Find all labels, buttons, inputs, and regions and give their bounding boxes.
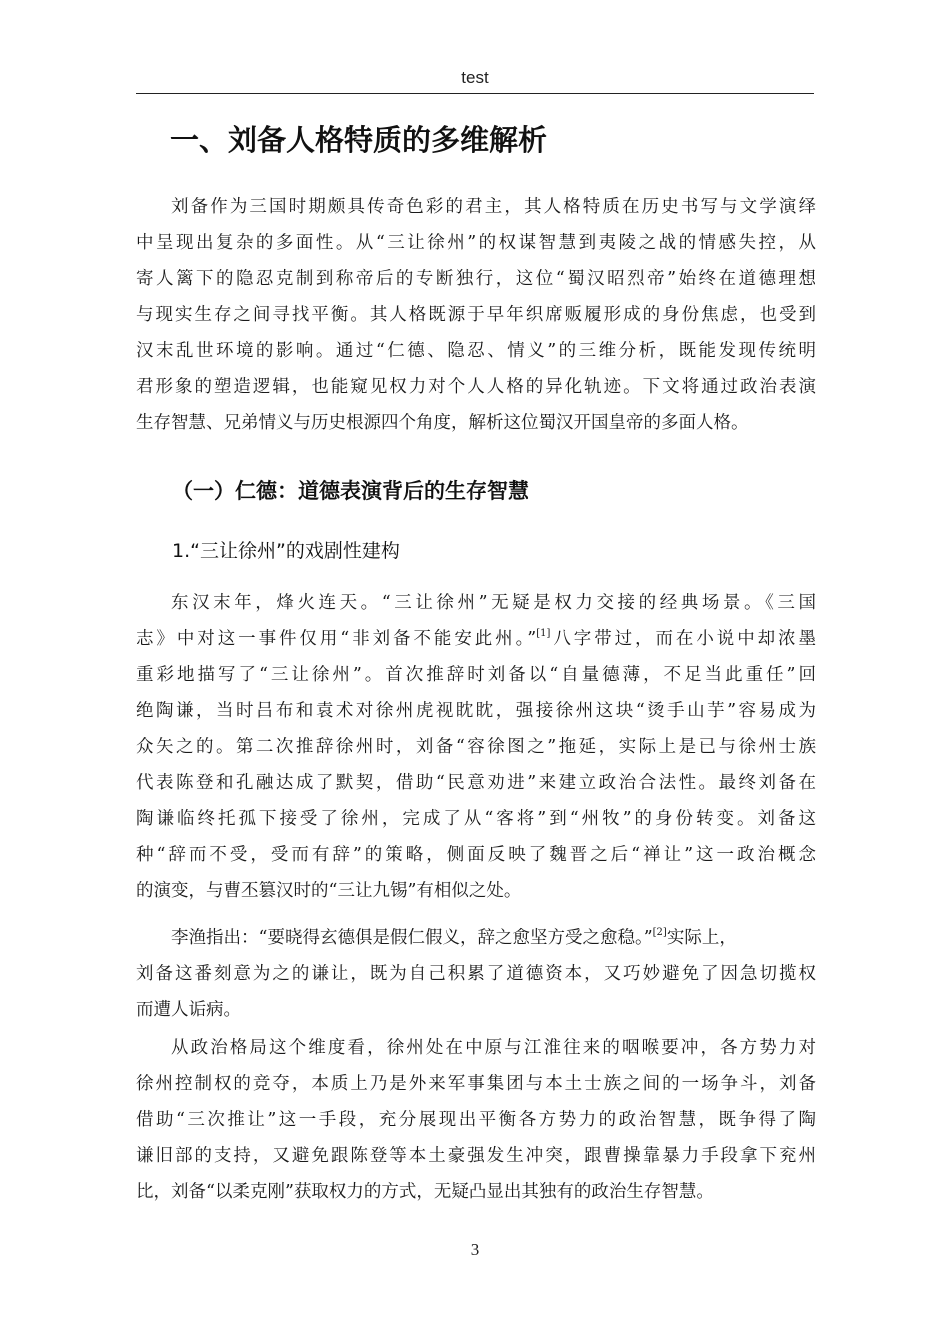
paragraph-line: 绝陶谦，当时吕布和袁术对徐州虎视眈眈，强接徐州这块“烫手山芋”容易成为 bbox=[136, 701, 816, 721]
paragraph-line: 刘备作为三国时期颇具传奇色彩的君主，其人格特质在历史书写与文学演绎 bbox=[171, 197, 816, 217]
paragraph-line bbox=[136, 920, 816, 956]
paragraph-line: 而遭人诟病。 bbox=[136, 1000, 241, 1020]
paragraph-line: 中呈现出复杂的多面性。从“三让徐州”的权谋智慧到夷陵之战的情感失控，从 bbox=[136, 233, 816, 253]
paragraph-line: 从政治格局这个维度看，徐州处在中原与江淮往来的咽喉要冲，各方势力对 bbox=[171, 1038, 816, 1058]
paragraph-line: 谦旧部的支持，又避免跟陈登等本土豪强发生冲突，跟曹操靠暴力手段拿下兖州 bbox=[136, 1146, 816, 1166]
paragraph-xuzhou bbox=[136, 585, 816, 909]
paragraph-line: 的演变，与曹丕篡汉时的“三让九锡”有相似之处。 bbox=[136, 881, 522, 901]
paragraph-line: 徐州控制权的竞夺，本质上乃是外来军事集团与本土士族之间的一场争斗，刘备 bbox=[136, 1074, 816, 1094]
paragraph-li-yu bbox=[136, 920, 816, 1028]
intro-paragraph bbox=[136, 189, 816, 441]
paragraph-line: 君形象的塑造逻辑，也能窥见权力对个人人格的异化轨迹。下文将通过政治表演 bbox=[136, 377, 816, 397]
paragraph-line: 借助“三次推让”这一手段，充分展现出平衡各方势力的政治智慧，既争得了陶 bbox=[136, 1110, 816, 1130]
paragraph-line bbox=[136, 621, 816, 657]
section-heading-1: 一、刘备人格特质的多维解析 bbox=[170, 123, 548, 157]
header-rule bbox=[136, 93, 814, 94]
paragraph-line: 代表陈登和孔融达成了默契，借助“民意劝进”来建立政治合法性。最终刘备在 bbox=[136, 773, 816, 793]
text-run: 实际上， bbox=[666, 928, 737, 948]
sub-subsection-heading: 1.“三让徐州”的戏剧性建构 bbox=[172, 540, 400, 562]
paragraph-line: 刘备这番刻意为之的谦让，既为自己积累了道德资本，又巧妙避免了因急切揽权 bbox=[136, 964, 816, 984]
subsection-heading: （一）仁德：道德表演背后的生存智慧 bbox=[172, 479, 529, 503]
paragraph-line: 种“辞而不受，受而有辞”的策略，侧面反映了魏晋之后“禅让”这一政治概念 bbox=[136, 845, 816, 865]
header-text: test bbox=[461, 68, 489, 87]
citation-ref[interactable]: [2] bbox=[652, 927, 667, 938]
paragraph-line: 重彩地描写了“三让徐州”。首次推辞时刘备以“自量德薄，不足当此重任”回 bbox=[136, 665, 816, 685]
text-run: 八字带过，而在小说中却浓墨 bbox=[550, 629, 816, 649]
paragraph-line: 寄人篱下的隐忍克制到称帝后的专断独行，这位“蜀汉昭烈帝”始终在道德理想 bbox=[136, 269, 816, 289]
paragraph-line: 陶谦临终托孤下接受了徐州，完成了从“客将”到“州牧”的身份转变。刘备这 bbox=[136, 809, 816, 829]
page-number: 3 bbox=[470, 1240, 480, 1259]
citation-ref[interactable]: [1] bbox=[536, 628, 551, 639]
paragraph-line: 比，刘备“以柔克刚”获取权力的方式，无疑凸显出其独有的政治生存智慧。 bbox=[136, 1182, 714, 1202]
text-run: 志》中对这一事件仅用“非刘备不能安此州。” bbox=[136, 629, 537, 649]
paragraph-line: 众矢之的。第二次推辞徐州时，刘备“容徐图之”拖延，实际上是已与徐州士族 bbox=[136, 737, 816, 757]
paragraph-line: 生存智慧、兄弟情义与历史根源四个角度，解析这位蜀汉开国皇帝的多面人格。 bbox=[136, 413, 749, 433]
paragraph-line: 汉末乱世环境的影响。通过“仁德、隐忍、情义”的三维分析，既能发现传统明 bbox=[136, 341, 816, 361]
paragraph-line: 东汉末年，烽火连天。“三让徐州”无疑是权力交接的经典场景。《三国 bbox=[171, 593, 816, 613]
text-run: 李渔指出：“要晓得玄德俱是假仁假义，辞之愈坚方受之愈稳。” bbox=[171, 928, 653, 948]
paragraph-line: 与现实生存之间寻找平衡。其人格既源于早年织席贩履形成的身份焦虑，也受到 bbox=[136, 305, 816, 325]
paragraph-politics bbox=[136, 1030, 816, 1210]
